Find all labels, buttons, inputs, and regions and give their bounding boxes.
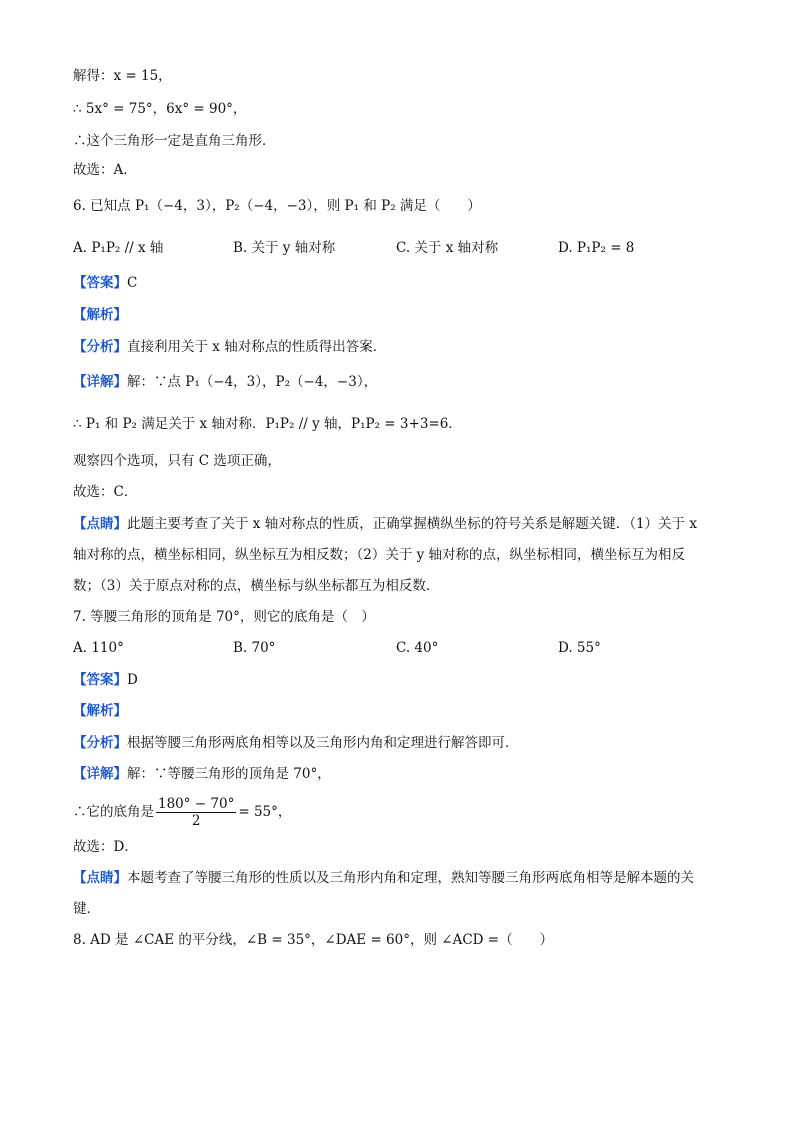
q7-analysis-heading	[73, 701, 127, 721]
analysis-label: 【解析】	[73, 703, 127, 719]
q6-dianjing-3: 数；（3）关于原点对称的点，横坐标与纵坐标都互为相反数．	[73, 578, 440, 594]
xiangjie-label: 【详解】	[73, 374, 127, 390]
q6-detail-line-2: ∴ P₁ 和 P₂ 满足关于 x 轴对称．P₁P₂ // y 轴，P₁P₂ = 3+3=6．	[73, 416, 462, 432]
fraction-denominator: 2	[191, 813, 201, 829]
answer-label: 【答案】	[73, 275, 127, 291]
solution-line-1: 解得：x = 15，	[73, 68, 172, 84]
q7-dianjing-1	[73, 868, 694, 888]
solution-line-4: 故选：A．	[73, 162, 137, 178]
fenxi-text: 根据等腰三角形两底角相等以及三角形内角和定理进行解答即可．	[127, 735, 519, 751]
q7-fenxi	[73, 733, 519, 753]
analysis-label: 【解析】	[73, 307, 127, 323]
q6-option-c: C. 关于 x 轴对称	[396, 240, 499, 256]
fraction-numerator: 180° − 70°	[158, 796, 235, 812]
xiangjie-text: 解：∵等腰三角形的顶角是 70°，	[127, 766, 331, 782]
q6-option-a: A. P₁P₂ // x 轴	[73, 240, 164, 256]
dianjing-label: 【点睛】	[73, 870, 127, 886]
question-6: 6. 已知点 P₁（−4，3），P₂（−4，−3），则 P₁ 和 P₂ 满足（ ）	[73, 198, 481, 214]
q7-answer	[73, 670, 138, 690]
solution-line-3: ∴这个三角形一定是直角三角形．	[73, 133, 276, 149]
fraction	[156, 796, 236, 829]
q6-xiangjie	[73, 372, 377, 392]
q7-option-a: A. 110°	[73, 640, 124, 656]
answer-label: 【答案】	[73, 672, 127, 688]
base-angle-prefix: ∴它的底角是	[73, 804, 154, 820]
xiangjie-text: 解：∵点 P₁（−4，3），P₂（−4，−3），	[127, 374, 378, 390]
xiangjie-label: 【详解】	[73, 766, 127, 782]
fenxi-label: 【分析】	[73, 339, 127, 355]
q6-analysis-heading	[73, 305, 127, 325]
question-7: 7. 等腰三角形的顶角是 70°，则它的底角是（ ）	[73, 609, 375, 625]
q6-detail-line-4: 故选：C．	[73, 484, 138, 500]
q6-detail-line-3: 观察四个选项，只有 C 选项正确，	[73, 453, 281, 469]
fenxi-label: 【分析】	[73, 735, 127, 751]
q7-detail-line-2	[73, 792, 291, 832]
q7-option-c: C. 40°	[396, 640, 439, 656]
q6-option-b: B. 关于 y 轴对称	[233, 240, 336, 256]
question-8: 8. AD 是 ∠CAE 的平分线，∠B = 35°，∠DAE = 60°，则 ∠ACD =（ ）	[73, 932, 554, 948]
q6-fenxi	[73, 337, 386, 357]
answer-value: D	[127, 672, 138, 688]
q6-dianjing-1	[73, 514, 697, 534]
q7-dianjing-2: 键．	[73, 901, 100, 917]
q6-dianjing-2: 轴对称的点，横坐标相同，纵坐标互为相反数；（2）关于 y 轴对称的点，纵坐标相同，横坐标互为相反	[73, 547, 686, 563]
q6-answer	[73, 273, 137, 293]
dianjing-label: 【点睛】	[73, 516, 127, 532]
base-angle-result: = 55°，	[238, 804, 292, 820]
dianjing-text: 本题考查了等腰三角形的性质以及三角形内角和定理，熟知等腰三角形两底角相等是解本题的关	[127, 870, 694, 886]
fenxi-text: 直接利用关于 x 轴对称点的性质得出答案．	[127, 339, 387, 355]
q6-option-d: D. P₁P₂ = 8	[558, 240, 635, 256]
dianjing-text: 此题主要考查了关于 x 轴对称点的性质，正确掌握横纵坐标的符号关系是解题关键．（1）关于 x	[127, 516, 697, 532]
q7-option-d: D. 55°	[558, 640, 601, 656]
q7-xiangjie	[73, 764, 331, 784]
answer-value: C	[127, 275, 138, 291]
q7-detail-line-3: 故选：D．	[73, 839, 138, 855]
solution-line-2: ∴ 5x° = 75°，6x° = 90°，	[73, 101, 247, 117]
q7-option-b: B. 70°	[233, 640, 276, 656]
